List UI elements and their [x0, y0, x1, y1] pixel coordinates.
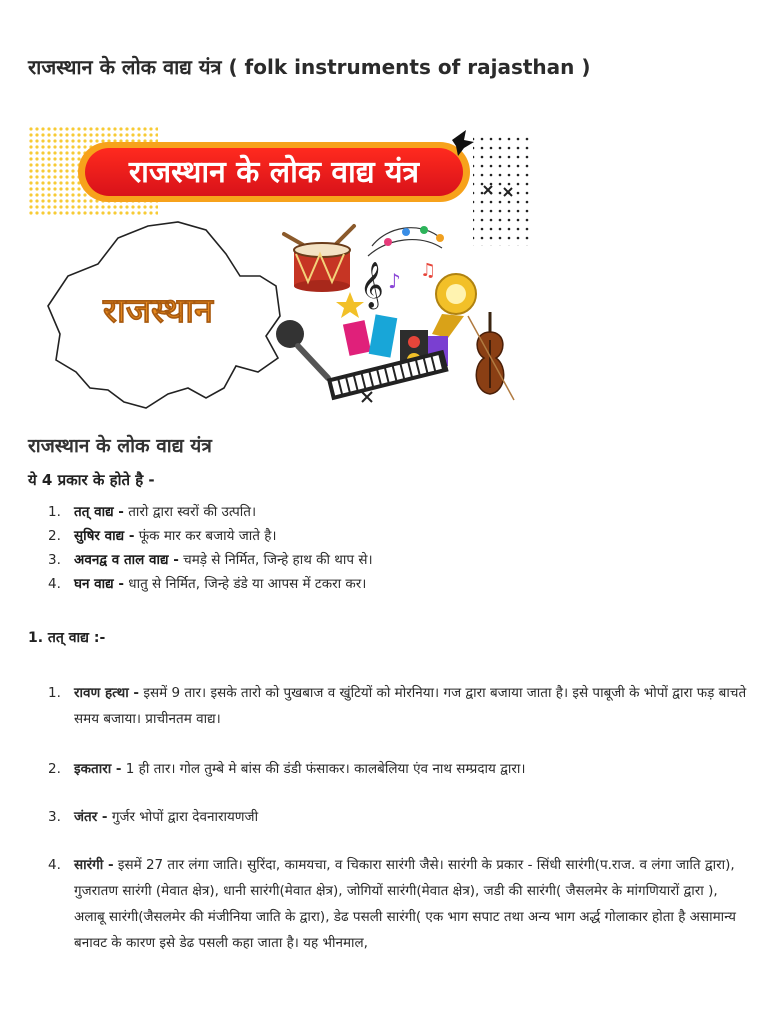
term-description: चमड़े से निर्मित, जिन्हे हाथ की थाप से। [178, 552, 373, 568]
banner-heading: राजस्थान के लोक वाद्य यंत्र [128, 155, 420, 190]
term-description: 1 ही तार। गोल तुम्बे मे बांस की डंडी फंसाकर। कालबेलिया एंव नाथ सम्प्रदाय द्वारा। [121, 761, 526, 777]
term-description: गुर्जर भोपों द्वारा देवनारायणजी [107, 809, 259, 825]
saxophone-icon [432, 274, 476, 338]
music-notes-icon [360, 226, 444, 310]
term-description: तारो द्वारा स्वरों की उत्पति। [123, 504, 257, 520]
intro-subheading: ये 4 प्रकार के होते है - [28, 471, 155, 489]
banner [78, 142, 470, 202]
list-item: 3. जंतर - गुर्जर भोपों द्वारा देवनारायणजी [48, 809, 259, 825]
svg-text:♫: ♫ [420, 260, 437, 281]
dot-pattern [473, 136, 533, 246]
list-item: 1. तत् वाद्य - तारो द्वारा स्वरों की उत्पति। [48, 504, 257, 520]
list-item: 4. सारंगी - इसमें 27 तार लंगा जाति। सुरिंदा, कामयचा, व चिकारा सारंगी जैसे। सारंगी के प्रकार - सिंधी सारंगी(प.राज. व लंगा जाति द्वारा), गुजरातण सारंगी (मेवात क्षेत्र), धानी सारंगी(मेवात क्षेत्र), जोगियों सारंगी(मेवात क्षेत्र), जडी की सारंगी( जैसलमेर के मांगणियारों द्वारा ), अलाबू सारंगी(जैसलमेर की मंजीनिया जाति के द्वारा), डेढ पसली सारंगी( एक भाग सपाट तथा अन्य भाग अर्द्ध गोलाकार होता है असामान्य बनावट के कारण इसे डेढ पसली कहा जाता है। यह भीनमाल, [48, 857, 736, 951]
article-title: राजस्थान के लोक वाद्य यंत्र ( folk instruments of rajasthan ) [28, 55, 591, 79]
term-label: रावण हत्था - [74, 685, 140, 701]
rajasthan-map-icon [48, 222, 280, 408]
term-label: सुषिर वाद्य - [74, 528, 135, 544]
hero-image [28, 126, 533, 422]
list-item: 2. सुषिर वाद्य - फूंक मार कर बजाये जाते है। [48, 528, 277, 544]
list-item: 4. घन वाद्य - धातु से निर्मित, जिन्हे डंडे या आपस में टकरा कर। [48, 576, 367, 592]
term-description: इसमें 27 तार लंगा जाति। सुरिंदा, कामयचा, व चिकारा सारंगी जैसे। सारंगी के प्रकार - सिंधी सारंगी(प.राज. व लंगा जाति द्वारा), गुजरातण सारंगी (मेवात क्षेत्र), धानी सारंगी(मेवात क्षेत्र), जोगियों सारंगी(मेवात क्षेत्र), जडी की सारंगी( जैसलमेर के मांगणियारों द्वारा ), अलाबू सारंगी(जैसलमेर की मंजीनिया जाति के द्वारा), डेढ पसली सारंगी( एक भाग सपाट तथा अन्य भाग अर्द्ध गोलाकार होता है असामान्य बनावट के कारण इसे डेढ पसली कहा जाता है। यह भीनमाल, [74, 857, 736, 951]
term-label: जंतर - [74, 809, 108, 825]
svg-text:♪: ♪ [388, 269, 401, 293]
section-heading: 1. तत् वाद्य :- [28, 630, 106, 646]
term-label: अवनद्व व ताल वाद्य - [74, 552, 179, 568]
list-item: 1. रावण हत्था - इसमें 9 तार। इसके तारो को पुखबाज व खुंटियों को मोरनिया। गज द्वारा बजाया जाता है। इसे पाबूजी के भोपों द्वारा फड़ बाचते समय बजाया। प्राचीनतम वाद्य। [48, 685, 747, 727]
term-label: इकतारा - [74, 761, 122, 777]
map-label: राजस्थान [103, 291, 213, 331]
keyboard-icon [327, 350, 449, 400]
violin-icon [468, 312, 514, 400]
microphone-icon [276, 320, 328, 378]
term-description: धातु से निर्मित, जिन्हे डंडे या आपस में टकरा कर। [123, 576, 367, 592]
drum-icon [284, 226, 354, 292]
term-label: तत् वाद्य - [74, 504, 124, 520]
term-description: इसमें 9 तार। इसके तारो को पुखबाज व खुंटियों को मोरनिया। गज द्वारा बजाया जाता है। इसे पाबूजी के भोपों द्वारा फड़ बाचते समय बजाया। प्राचीनतम वाद्य। [74, 685, 747, 727]
list-item: 3. अवनद्व व ताल वाद्य - चमड़े से निर्मित, जिन्हे हाथ की थाप से। [48, 552, 373, 568]
term-description: फूंक मार कर बजाये जाते है। [134, 528, 277, 544]
term-label: घन वाद्य - [74, 576, 124, 592]
list-item: 2. इकतारा - 1 ही तार। गोल तुम्बे मे बांस की डंडी फंसाकर। कालबेलिया एंव नाथ सम्प्रदाय द्वारा। [48, 761, 526, 777]
svg-text:𝄞: 𝄞 [360, 262, 384, 308]
sparkle-icon [362, 392, 372, 402]
intro-heading: राजस्थान के लोक वाद्य यंत्र [28, 435, 212, 457]
term-label: सारंगी - [74, 857, 114, 873]
